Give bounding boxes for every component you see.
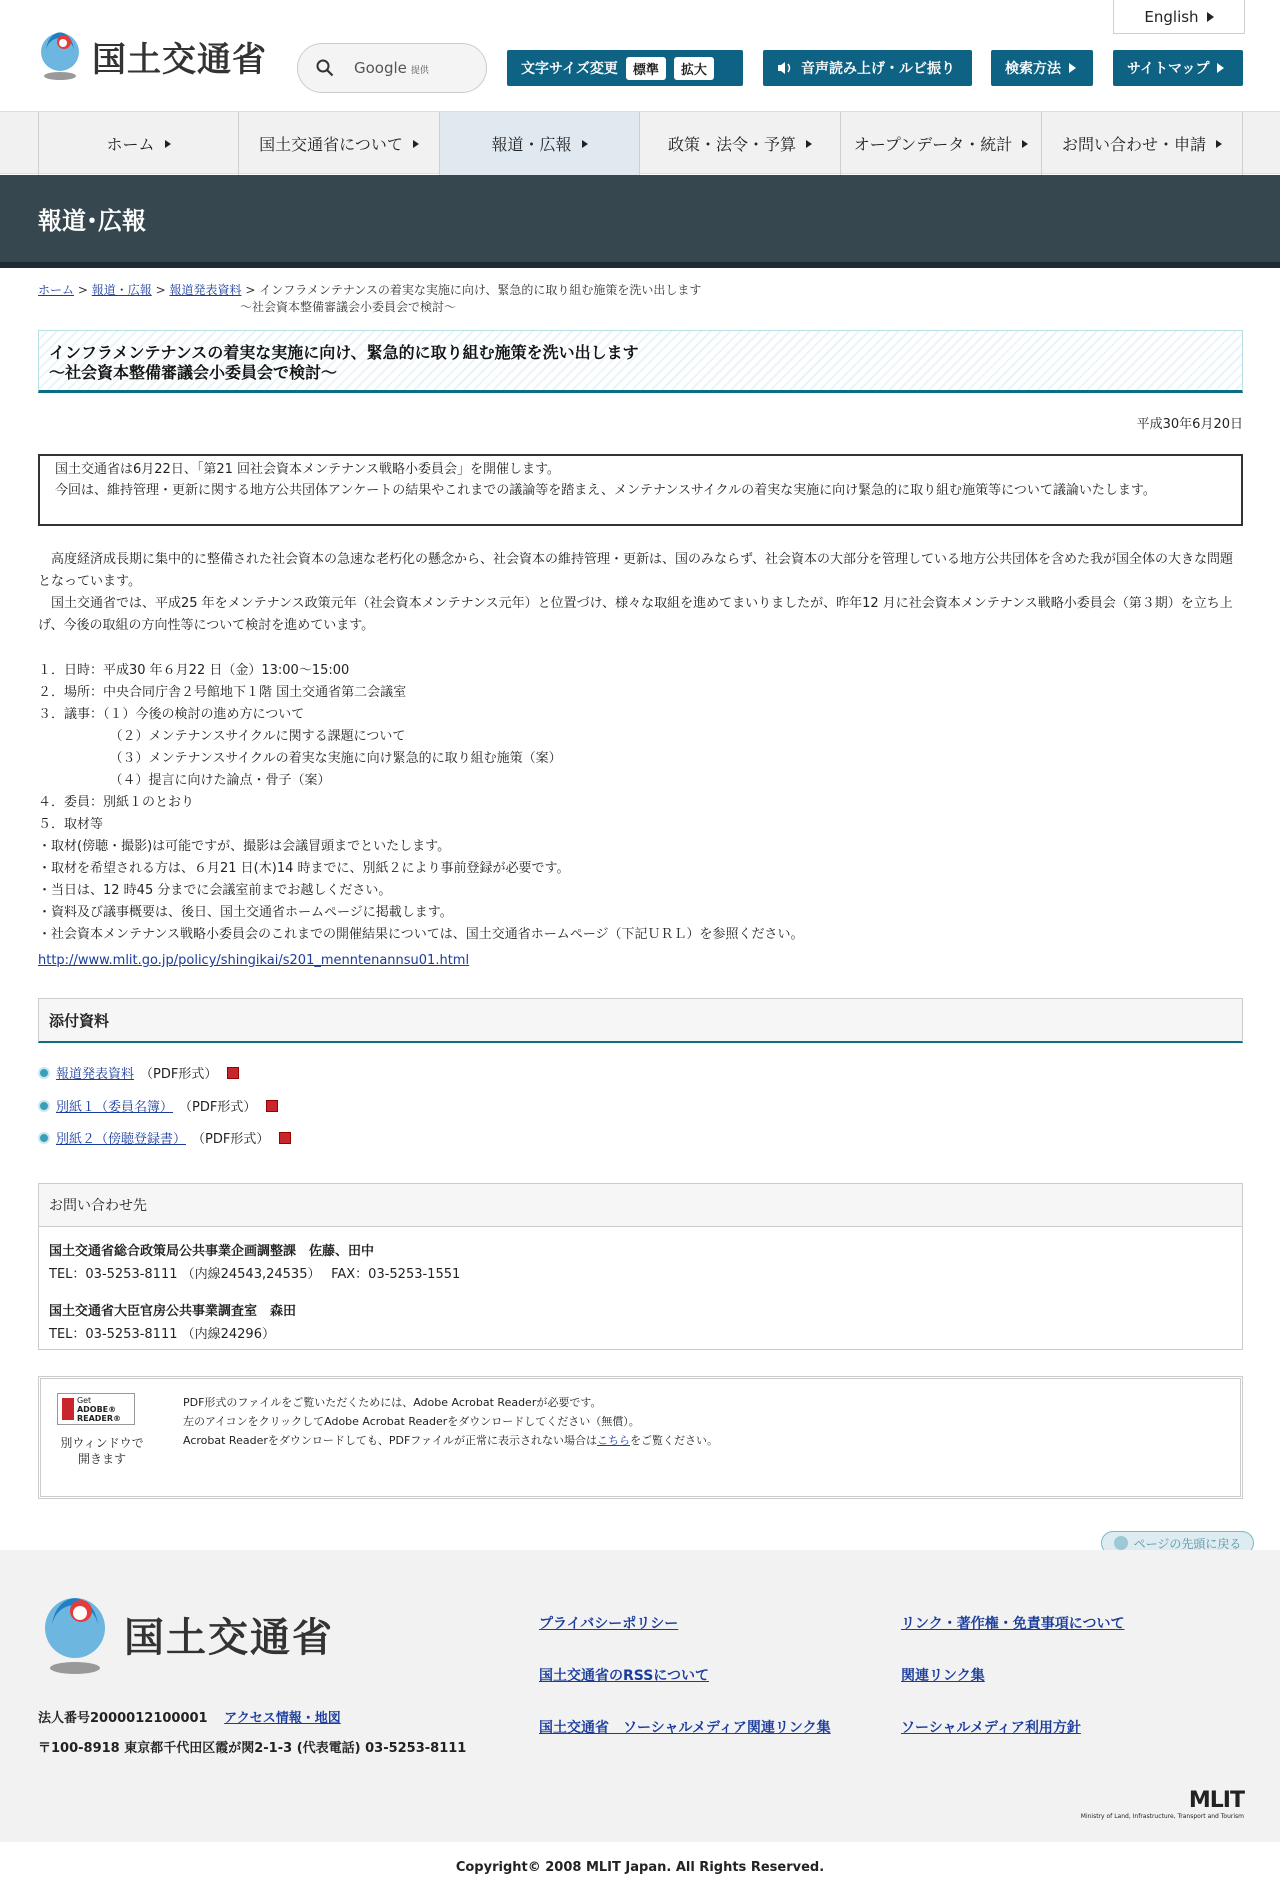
- breadcrumb-current: インフラメンテナンスの着実な実施に向け、緊急的に取り組む施策を洗い出します: [259, 283, 702, 297]
- bullet-icon: [38, 1132, 50, 1144]
- adobe-text-2: 左のアイコンをクリックしてAdobe Acrobat Readerをダウンロードしてください（無償）。: [183, 1415, 640, 1428]
- agenda-item: ３．議事：（１）今後の検討の進め方について: [38, 707, 305, 722]
- english-button[interactable]: [1113, 0, 1245, 34]
- chevron-right-icon: [806, 140, 812, 148]
- agenda-item: ５．取材等: [38, 817, 104, 832]
- release-date: 平成30年6月20日: [1136, 417, 1243, 432]
- arrow-up-icon: [1114, 1536, 1128, 1550]
- audio-ruby-label: 音声読み上げ・ルビ振り: [801, 61, 955, 77]
- nav-item-policy[interactable]: [639, 112, 840, 175]
- mlit-wordmark-text: MLIT: [1188, 1788, 1244, 1813]
- agenda-item: １．日時：平成30 年６月22 日（金）13:00～15:00: [38, 663, 350, 678]
- footer-link-social-links[interactable]: 国土交通省 ソーシャルメディア関連リンク集: [539, 1720, 831, 1736]
- footer-link-privacy[interactable]: プライバシーポリシー: [539, 1616, 679, 1632]
- audio-ruby-button[interactable]: [763, 50, 972, 86]
- breadcrumb-separator: >: [77, 283, 88, 297]
- pdf-icon: [227, 1067, 239, 1079]
- mlit-wordmark: [1081, 1788, 1244, 1820]
- section-banner-title: 報道･広報: [38, 207, 146, 235]
- attachments-heading: [38, 998, 1243, 1043]
- global-nav: [0, 111, 1280, 174]
- attachment-link-members[interactable]: 別紙１（委員名簿）: [56, 1100, 174, 1115]
- agenda-item: （４）提言に向けた論点・骨子（案）: [38, 773, 331, 788]
- adobe-reader-box: [38, 1376, 1243, 1499]
- chevron-right-icon: [1069, 63, 1076, 73]
- agenda-item: ４．委員：別紙１のとおり: [38, 795, 195, 810]
- search-input[interactable]: [297, 43, 487, 93]
- footer: [0, 1550, 1280, 1842]
- nav-item-contact[interactable]: [1041, 112, 1243, 175]
- access-map-link[interactable]: アクセス情報・地図: [224, 1711, 341, 1726]
- bullet-icon: [38, 1100, 50, 1112]
- breadcrumb: [38, 282, 701, 316]
- chevron-right-icon: [1207, 12, 1214, 22]
- breadcrumb-releases[interactable]: 報道発表資料: [169, 283, 242, 297]
- adobe-description: [183, 1393, 718, 1450]
- footer-link-related[interactable]: 関連リンク集: [901, 1668, 985, 1684]
- attachment-link-press[interactable]: 報道発表資料: [56, 1067, 135, 1082]
- contact-org-2-text: 国土交通省大臣官房公共事業調査室 森田: [49, 1304, 297, 1319]
- section-banner: [0, 175, 1280, 268]
- summary-line2: 今回は、維持管理・更新に関する地方公共団体アンケートの結果やこれまでの議論等を踏まえ、メンテナンスサイクルの着実な実施に向け緊急的に取り組む施策等について議論いたします。: [42, 483, 1156, 498]
- adobe-window-note: 別ウィンドウで 開きます: [60, 1436, 144, 1466]
- chevron-right-icon: [1022, 140, 1028, 148]
- footer-link-copyright[interactable]: リンク・著作権・免責事項について: [901, 1616, 1125, 1632]
- summary-line1: 国土交通省は6月22日、「第21 回社会資本メンテナンス戦略小委員会」を開催します。: [42, 462, 560, 477]
- contact-heading: お問い合わせ先: [39, 1184, 1242, 1227]
- committee-url-link[interactable]: http://www.mlit.go.jp/policy/shingikai/s201_menntenannsu01.html: [38, 953, 470, 968]
- attachment-item: [38, 1128, 291, 1147]
- footer-corp-number: [38, 1707, 341, 1726]
- mlit-wordmark-subtitle: Ministry of Land, Infrastructure, Transport and Tourism: [1080, 1813, 1244, 1820]
- site-logo-text: 国土交通省: [92, 39, 267, 80]
- nav-label: ホーム: [106, 135, 155, 154]
- contact-org-1-text: 国土交通省総合政策局公共事業企画調整課 佐藤、田中: [49, 1244, 375, 1259]
- contact-box: [38, 1183, 1243, 1350]
- nav-item-home[interactable]: [38, 112, 238, 175]
- search-method-button[interactable]: [991, 50, 1093, 86]
- pdf-icon: [279, 1132, 291, 1144]
- footer-logo-text: 国土交通省: [124, 1614, 334, 1661]
- footer-link-rss[interactable]: 国土交通省のRSSについて: [539, 1668, 710, 1684]
- agenda-item: ・社会資本メンテナンス戦略小委員会のこれまでの開催結果については、国土交通省ホームページ（下記ＵＲＬ）を参照ください。: [38, 927, 804, 942]
- nav-label: お問い合わせ・申請: [1061, 135, 1206, 154]
- site-logo[interactable]: [36, 30, 267, 82]
- adobe-reader-download-button[interactable]: [57, 1393, 135, 1425]
- chevron-right-icon: [1216, 140, 1222, 148]
- attachments-heading-text: 添付資料: [49, 1011, 110, 1030]
- font-size-control: [507, 50, 743, 86]
- bullet-icon: [38, 1067, 50, 1079]
- footer-link-social-policy[interactable]: ソーシャルメディア利用方針: [901, 1720, 1081, 1736]
- adobe-text-3: Acrobat Readerをダウンロードしても、PDFファイルが正常に表示されない場合はこちらをご覧ください。: [183, 1434, 719, 1447]
- agenda-item: （２）メンテナンスサイクルに関する課題について: [38, 729, 406, 744]
- attachment-format: （PDF形式）: [179, 1100, 257, 1115]
- chevron-right-icon: [413, 140, 419, 148]
- agenda-item: （３）メンテナンスサイクルの着実な実施に向け緊急的に取り組む施策（案）: [38, 751, 562, 766]
- attachment-format: （PDF形式）: [140, 1067, 218, 1082]
- attachment-item: [38, 1096, 278, 1115]
- search-placeholder: Google 提供: [354, 59, 429, 77]
- attachment-format: （PDF形式）: [192, 1132, 270, 1147]
- breadcrumb-separator: >: [245, 283, 256, 297]
- adobe-reader-label: Get ADOBE® READER®: [76, 1395, 122, 1423]
- agenda-item: ・取材(傍聴・撮影)は可能ですが、撮影は会議冒頭までといたします。: [38, 839, 451, 854]
- nav-label: 報道・広報: [491, 135, 572, 154]
- font-large-button[interactable]: 拡大: [674, 57, 714, 80]
- footer-address: 〒100-8918 東京都千代田区霞が関2-1-3 (代表電話) 03-5253-8111: [38, 1741, 467, 1756]
- nav-label: オープンデータ・統計: [853, 135, 1013, 154]
- breadcrumb-home[interactable]: ホーム: [38, 283, 75, 297]
- chevron-right-icon: [1217, 63, 1224, 73]
- attachment-item: [38, 1063, 239, 1082]
- contact-tel-1: TEL：03-5253-8111 （内線24543,24535） FAX：03-5253-1551: [49, 1267, 461, 1282]
- corp-number-text: 法人番号2000012100001: [38, 1711, 208, 1726]
- page-title: [38, 330, 1243, 393]
- mlit-emblem-icon: [36, 30, 84, 82]
- agenda-list: [38, 660, 1243, 946]
- body-paragraph-2: 国土交通省では、平成25 年をメンテナンス政策元年（社会資本メンテナンス元年）と位置づけ、様々な取組を進めてまいりましたが、昨年12 月に社会資本メンテナンス戦略小委員会（第３期）を立ち上げ、今後の取組の方向性等について検討を進めています。: [38, 596, 1233, 633]
- speaker-icon: [777, 61, 793, 75]
- nav-item-about[interactable]: [238, 112, 439, 175]
- agenda-item: ・資料及び議事概要は、後日、国土交通省ホームページに掲載します。: [38, 905, 453, 920]
- footer-logo[interactable]: [38, 1592, 334, 1676]
- chevron-right-icon: [582, 140, 588, 148]
- english-label: English: [1144, 7, 1199, 26]
- body-paragraph-1: 高度経済成長期に集中的に整備された社会資本の急速な老朽化の懸念から、社会資本の維持管理・更新は、国のみならず、社会資本の大部分を管理している地方公共団体を含めた我が国全体の大きな問題となっています。: [38, 552, 1233, 589]
- page-title-line1: インフラメンテナンスの着実な実施に向け、緊急的に取り組む施策を洗い出します: [49, 343, 639, 362]
- adobe-reader-icon: [62, 1398, 74, 1420]
- font-size-label: 文字サイズ変更: [521, 61, 618, 77]
- adobe-help-link[interactable]: こちら: [597, 1434, 631, 1447]
- attachment-link-registration[interactable]: 別紙２（傍聴登録書）: [56, 1132, 187, 1147]
- breadcrumb-separator: >: [155, 283, 166, 297]
- agenda-item: ２．場所：中央合同庁舎２号館地下１階 国土交通省第二会議室: [38, 685, 407, 700]
- page-top-label: ページの先頭に戻る: [1133, 1536, 1242, 1551]
- contact-org-1: [49, 1240, 374, 1259]
- copyright: Copyright© 2008 MLIT Japan. All Rights Reserved.: [455, 1859, 825, 1875]
- breadcrumb-press[interactable]: 報道・広報: [91, 283, 152, 297]
- pdf-icon: [266, 1100, 278, 1112]
- sitemap-label: サイトマップ: [1127, 61, 1210, 77]
- mlit-emblem-icon: [38, 1592, 112, 1676]
- search-icon: [316, 59, 334, 77]
- breadcrumb-current-subtitle: ～社会資本整備審議会小委員会で検討～: [240, 300, 457, 314]
- agenda-item: ・当日は、12 時45 分までに会議室前までお越しください。: [38, 883, 392, 898]
- summary-box: [38, 454, 1243, 526]
- chevron-right-icon: [165, 140, 171, 148]
- contact-tel-2: TEL：03-5253-8111 （内線24296）: [49, 1327, 275, 1342]
- search-method-label: 検索方法: [1005, 61, 1061, 77]
- font-standard-button[interactable]: 標準: [626, 57, 666, 80]
- page-title-line2: ～社会資本整備審議会小委員会で検討～: [49, 363, 338, 382]
- nav-label: 政策・法令・予算: [667, 135, 796, 154]
- contact-org-2: [49, 1300, 296, 1319]
- nav-item-press[interactable]: [439, 112, 639, 175]
- agenda-item: ・取材を希望される方は、６月21 日(木)14 時までに、別紙２により事前登録が必要です。: [38, 861, 570, 876]
- sitemap-button[interactable]: [1113, 50, 1243, 86]
- nav-label: 国土交通省について: [259, 135, 403, 154]
- adobe-text-1: PDF形式のファイルをご覧いただくためには、Adobe Acrobat Readerが必要です。: [183, 1396, 602, 1409]
- nav-item-opendata[interactable]: [840, 112, 1041, 175]
